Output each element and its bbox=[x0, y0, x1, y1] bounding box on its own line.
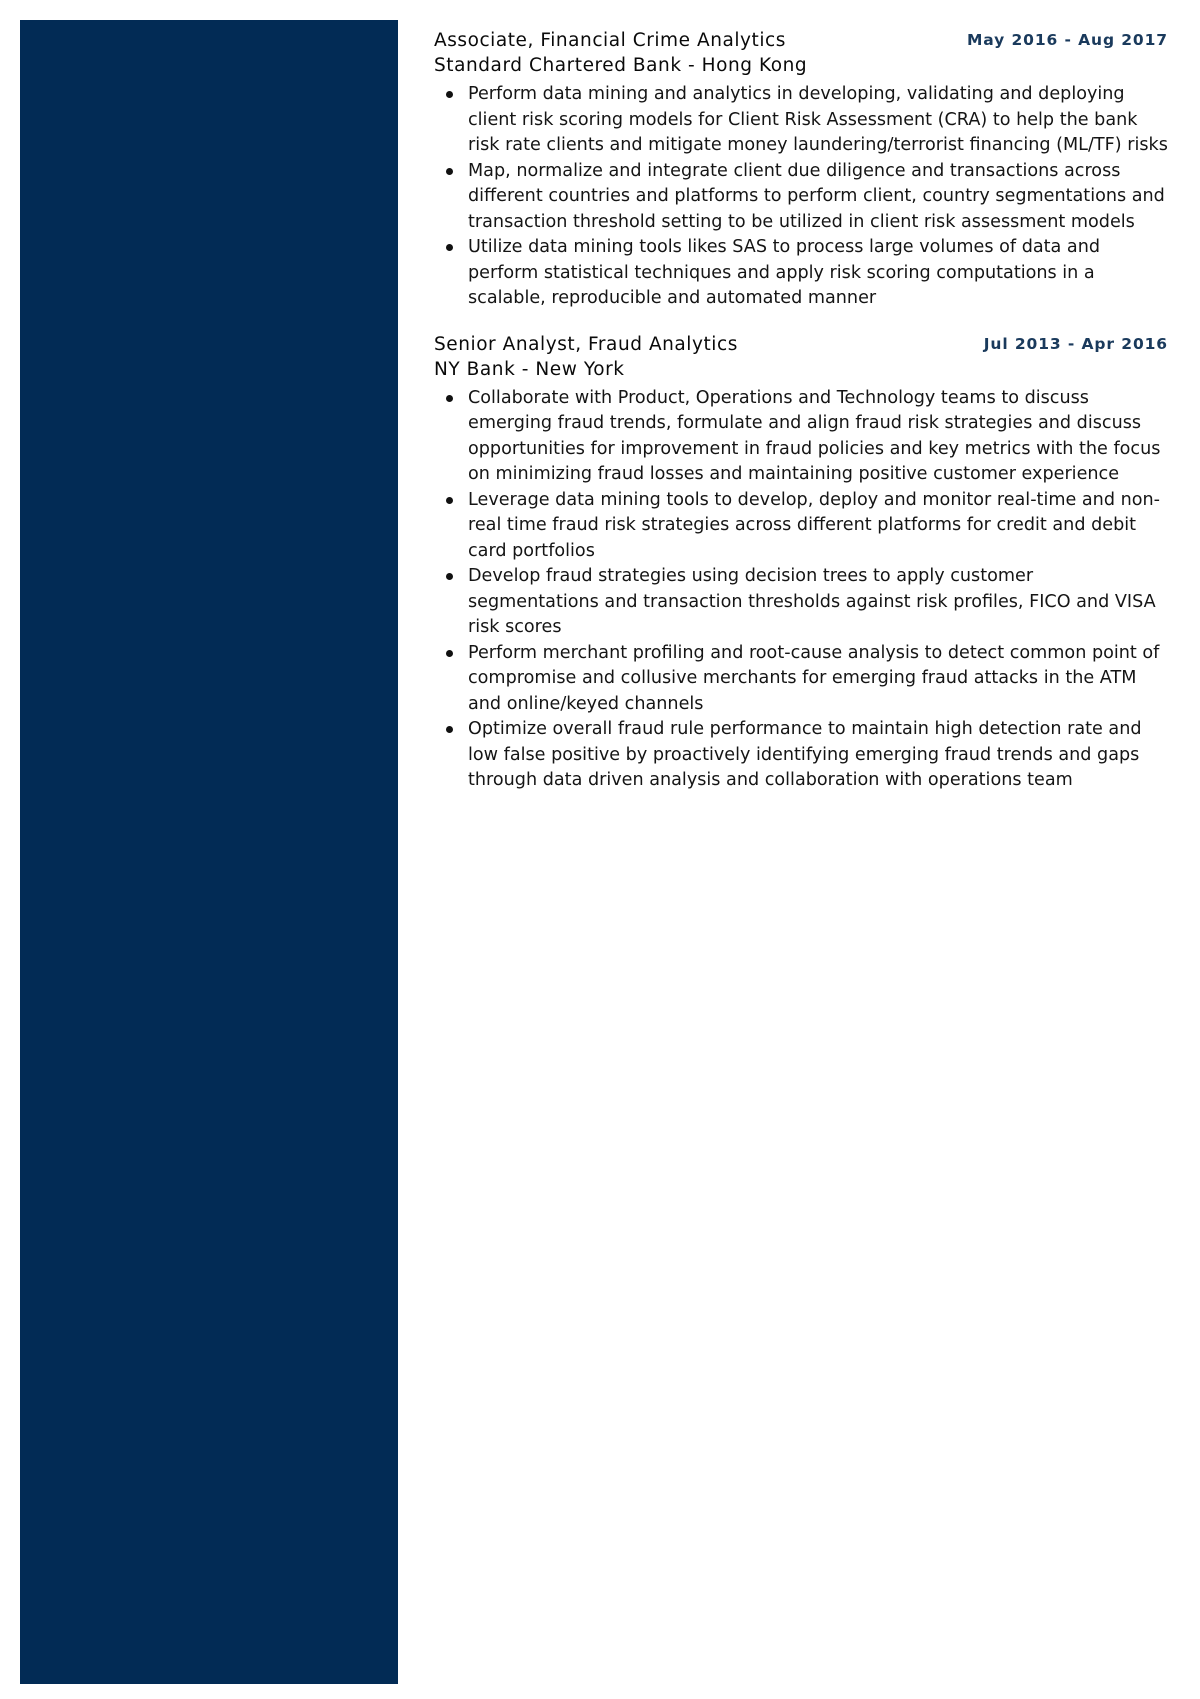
experience-section bbox=[434, 28, 1168, 814]
job-company: NY Bank - New York bbox=[434, 358, 625, 380]
job-bullet: Map, normalize and integrate client due diligence and transactions across different countries and platforms to perform client, country segmentations and transaction threshold setting to be utilized in client risk assessment models bbox=[434, 159, 1168, 236]
job-bullet: Collaborate with Product, Operations and Technology teams to discuss emerging fraud trends, formulate and align fraud risk strategies and discuss opportunities for improvement in fraud policies and key metrics with the focus on minimizing fraud losses and maintaining positive customer experience bbox=[434, 386, 1168, 488]
job-bullet-list bbox=[434, 386, 1168, 794]
job-bullet-list bbox=[434, 82, 1168, 312]
job-bullet: Perform merchant profiling and root-cause analysis to detect common point of compromise and collusive merchants for emerging fraud attacks in the ATM and online/keyed channels bbox=[434, 641, 1168, 718]
job-bullet: Perform data mining and analytics in developing, validating and deploying client risk scoring models for Client Risk Assessment (CRA) to help the bank risk rate clients and mitigate money laundering/terrorist financing (ML/TF) risks bbox=[434, 82, 1168, 159]
job-company: Standard Chartered Bank - Hong Kong bbox=[434, 55, 808, 76]
job-header bbox=[434, 28, 1168, 53]
job-bullet: Leverage data mining tools to develop, deploy and monitor real-time and non-real time fraud risk strategies across different platforms for credit and debit card portfolios bbox=[434, 488, 1168, 565]
job-dates: Jul 2013 - Apr 2016 bbox=[983, 334, 1168, 353]
job-entry bbox=[434, 332, 1168, 794]
job-title: Senior Analyst, Fraud Analytics bbox=[434, 333, 738, 355]
job-bullet: Optimize overall fraud rule performance to maintain high detection rate and low false positive by proactively identifying emerging fraud trends and gaps through data driven analysis and collaboration with operations team bbox=[434, 717, 1168, 794]
job-bullet: Develop fraud strategies using decision trees to apply customer segmentations and transaction thresholds against risk profiles, FICO and VISA risk scores bbox=[434, 564, 1168, 641]
sidebar-panel bbox=[20, 20, 398, 1684]
job-title: Associate, Financial Crime Analytics bbox=[434, 30, 786, 51]
job-header bbox=[434, 332, 1168, 357]
job-bullet: Utilize data mining tools likes SAS to process large volumes of data and perform statistical techniques and apply risk scoring computations in a scalable, reproducible and automated manner bbox=[434, 235, 1168, 312]
job-dates: May 2016 - Aug 2017 bbox=[966, 31, 1168, 49]
job-entry bbox=[434, 28, 1168, 312]
